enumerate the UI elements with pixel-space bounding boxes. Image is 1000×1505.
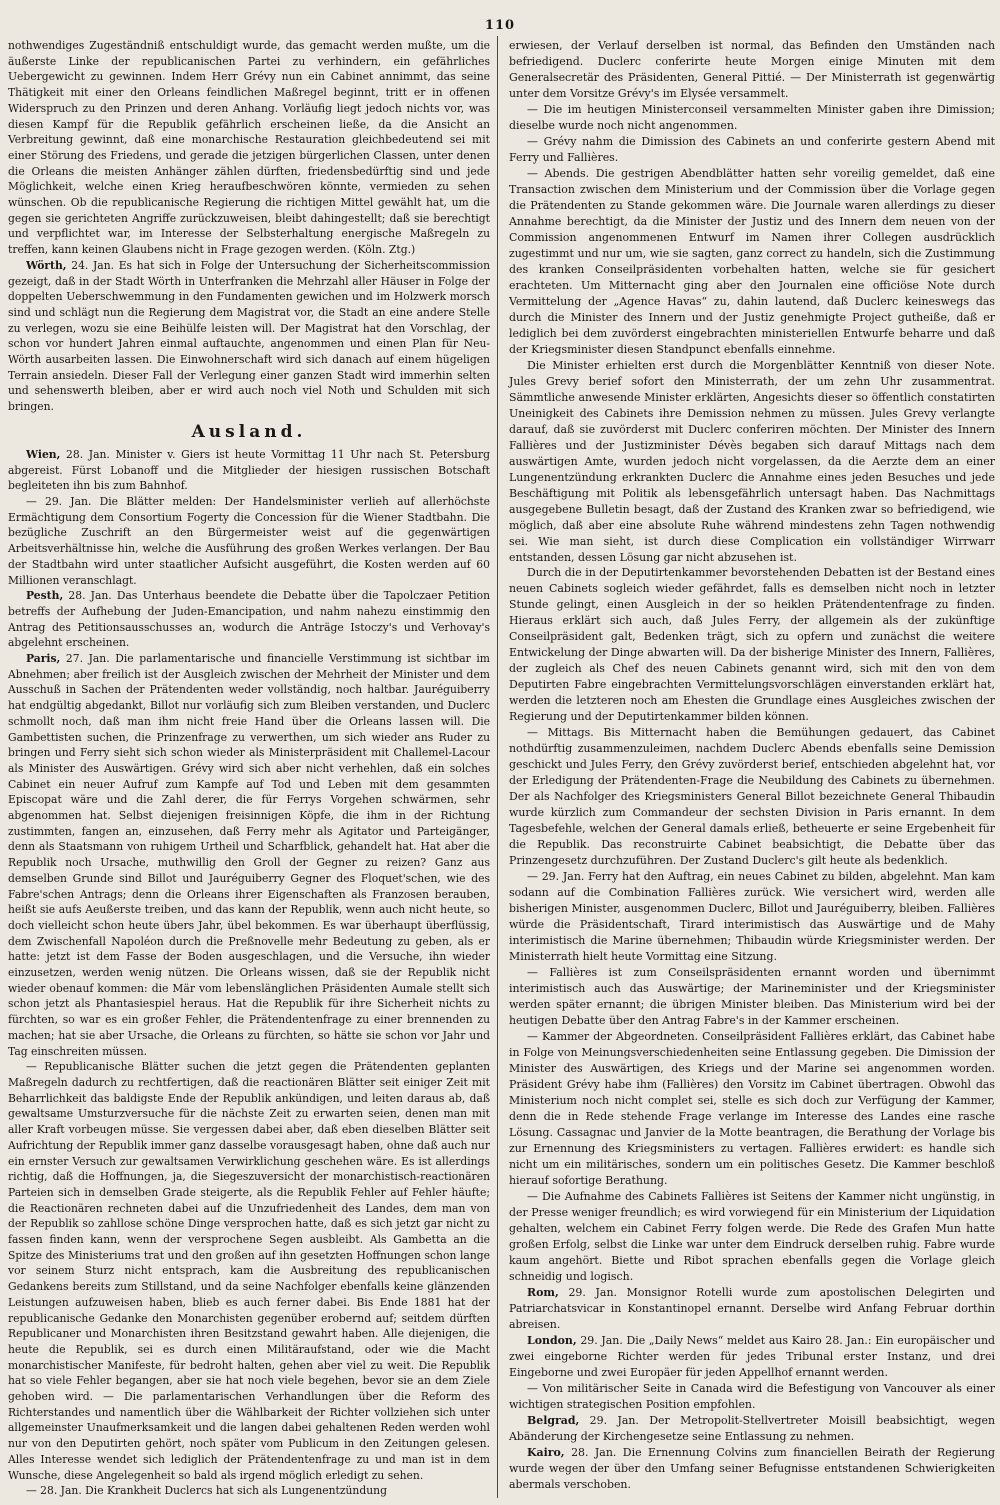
column-divider [497, 36, 498, 1498]
left-column [8, 38, 490, 1499]
article-paragraph [8, 494, 490, 588]
paragraph-text: — Abends. Die gestrigen Abendblätter hatten sehr voreilig gemeldet, daß eine Transaction zwischen dem Ministerium und der Commission über die Vorlage gegen die Prätendenten zu Stande gekommen wäre. Die Journale waren allerdings zu dieser Annahme berechtigt, da die Minister der Justiz und des Innern dem neuen von der Commission angenommenen Entwurf im Namen ihrer Collegen ausdrücklich zugestimmt und nur um, wie sie sagten, ganz correct zu handeln, sich die Zustimmung des kranken Conseilpräsidenten vorbehalten hatten, welche sie für gesichert erachteten. Um Mitternacht ging aber den Journalen eine officiöse Note durch Vermittelung der „Agence Havas“ zu, dahin lautend, daß Duclerc keineswegs das durch die Minister des Innern und der Justiz genehmigte Project gutheiße, daß er lediglich bei dem zuvörderst eingebrachten ministeriellen Entwurfe beharre und daß der Kriegsminister diesen Standpunct ebenfalls einnehme. [509, 166, 995, 356]
article-paragraph [509, 1189, 995, 1285]
article-paragraph [509, 1029, 995, 1189]
paragraph-text: — Kammer der Abgeordneten. Conseilpräsident Fallières erklärt, das Cabinet habe in Folge von Meinungsverschiedenheiten seine Entlassung gegeben. Die Dimission der Minister des Auswärtigen, des Kriegs und der Marine sei angenommen worden. Präsident Grévy habe ihm (Fallières) den Vorsitz im Cabinet übertragen. Obwohl das Ministerium noch nicht complet sei, stelle es sich doch zur Verfügung der Kammer, denn die in Rede stehende Frage verlange im Interesse des Landes eine rasche Lösung. Cassagnac und Janvier de la Motte beantragen, die Berathung der Vorlage bis zur Ernennung des Kriegsministers zu vertagen. Fallières erwidert: es handle sich nicht um ein militärisches, sondern um ein politisches Gesetz. Die Kammer beschloß hierauf sofortige Berathung. [509, 1030, 995, 1187]
article-paragraph [509, 166, 995, 358]
paragraph-text: — Die im heutigen Ministerconseil versammelten Minister gaben ihre Dimission; dieselbe wurde noch nicht angenommen. [509, 102, 995, 132]
paragraph-text: — Die Aufnahme des Cabinets Fallières ist Seitens der Kammer nicht ungünstig, in der Presse weniger freundlich; es wird vorwiegend für ein Ministerium der Liquidation gehalten, welchem ein Cabinet Ferry folgen werde. Die Rede des Grafen Mun hatte großen Erfolg, selbst die Linke war unter dem Eindruck derselben ruhig. Fabre wurde kaum angehört. Biette und Ribot sprachen ebenfalls gegen die Vorlage gleich schneidig und logisch. [509, 1189, 995, 1283]
section-heading: Ausland. [191, 421, 307, 442]
article-paragraph [509, 1333, 995, 1381]
article-paragraph [509, 134, 995, 166]
dateline: Rom, [527, 1285, 559, 1299]
article-paragraph [509, 1285, 995, 1333]
article-paragraph [509, 725, 995, 869]
article-paragraph [8, 588, 490, 651]
paragraph-text: 24. Jan. Es hat sich in Folge der Untersuchung der Sicherheitscommission gezeigt, daß in der Stadt Wörth in Unterfranken die Mehrzahl aller Häuser in Folge der doppelten Ueberschwemmung in den Fundamenten gewichen und im Holzwerk morsch sind und schlägt nun die Regierung dem Magistrat vor, die Stadt an eine andere Stelle zu verlegen, wozu sie eine Beihülfe leisten will. Der Magistrat hat den Vorschlag, der schon vor hundert Jahren einmal auftauchte, angenommen und einen Plan für Neu-Wörth ausarbeiten lassen. Die Einwohnerschaft wird sich danach auf einem hügeligen Terrain ansiedeln. Dieser Fall der Verlegung einer ganzen Stadt wird immerhin selten und sehenswerth bleiben, aber er wird auch noch viel Noth und Schulden mit sich bringen. [8, 258, 490, 414]
article-paragraph [509, 965, 995, 1029]
paragraph-text: erwiesen, der Verlauf derselben ist normal, das Befinden den Umständen nach befriedigend. Duclerc conferirte heute Morgen einige Minuten mit dem Generalsecretär des Präsidenten, General Pittié. — Der Ministerrath ist gegenwärtig unter dem Vorsitze Grévy's im Elysée versammelt. [509, 39, 995, 100]
paragraph-text: 29. Jan. Monsignor Rotelli wurde zum apostolischen Delegirten und Patriarchatsvicar in Konstantinopel ernannt. Derselbe wird Anfang Februar dorthin abreisen. [509, 1285, 995, 1331]
dateline: Wörth, [26, 258, 67, 272]
dateline: Kairo, [527, 1445, 565, 1459]
article-paragraph [509, 358, 995, 566]
article-paragraph [8, 258, 490, 415]
paragraph-text: nothwendiges Zugeständniß entschuldigt wurde, das gemacht werden mußte, um die äußerste Linke der republicanischen Partei zu verhindern, ein gefährliches Uebergewicht zu gewinnen. Indem Herr Grévy nun ein Cabinet annimmt, das seine Thätigkeit mit einer den Orleans feindlichen Maßregel beginnt, tritt er in offenen Widerspruch zu den Prinzen und deren Anhang. Vorläufig liegt jedoch nichts vor, was diesen Kampf für die Republik gefährlich erscheinen ließe, da die Ansicht an Verbreitung gewinnt, daß eine monarchische Restauration gleichbedeutend sei mit einer Störung des Friedens, und gerade die jetzigen bürgerlichen Classen, unter denen die Orleans die meisten Anhänger zählen dürften, friedensbedürftig sind und jede Möglichkeit, welche einen Krieg heraufbeschwören könnte, vermieden zu sehen wünschen. Ob die republicanische Regierung die richtigen Mittel gewählt hat, um die gegen sie gerichteten Angriffe zurückzuweisen, bleibt dahingestellt; daß sie berechtigt und verpflichtet war, im Interesse der Selbsterhaltung energische Maßregeln zu treffen, kann keinen Glaubens nicht in Frage gezogen werden. (Köln. Ztg.) [8, 39, 490, 257]
article-paragraph [8, 1059, 490, 1483]
paragraph-text: — Fallières ist zum Conseilspräsidenten ernannt worden und übernimmt interimistisch auch das Auswärtige; der Marineminister und der Kriegsminister werden später ernannt; die übrigen Minister bleiben. Das Ministerium wird bei der heutigen Debatte über den Antrag Fabre's in der Kammer erscheinen. [509, 966, 995, 1028]
paragraph-text: Die Minister erhielten erst durch die Morgenblätter Kenntniß von dieser Note. Jules Grevy berief sofort den Ministerrath, der um zehn Uhr zusammentrat. Sämmtliche anwesende Minister erklärten, Angesichts dieser so öffentlich constatirten Uneinigkeit des Cabinets ihre Demission nehmen zu müssen. Jules Grevy verlangte darauf, daß sie zuvörderst mit Duclerc conferiren möchten. Der Minister des Innern Fallières und der Justizminister Dévès begaben sich darauf Mittags nach dem auswärtigen Amte, wurden jedoch nicht vorgelassen, da die Aerzte dem an einer Lungenentzündung erkrankten Duclerc die Annahme eines jeden Besuches und jede Beschäftigung mit Politik als lebensgefährlich untersagt haben. Das Nachmittags ausgegebene Bulletin besagt, daß der Zustand des Kranken zwar so befriedigend, wie möglich, daß aber eine absolute Ruhe während mindestens zehn Tagen nothwendig sei. Wie man sieht, ist durch diese Complication ein vollständiger Wirrwarr entstanden, dessen Lösung gar nicht abzusehen ist. [509, 358, 995, 564]
paragraph-text: — Mittags. Bis Mitternacht haben die Bemühungen gedauert, das Cabinet nothdürftig zusammenzuleimen, nachdem Duclerc Abends ebenfalls seine Demission geschickt und Jules Ferry, den Grévy zuvörderst berief, entschieden abgelehnt hat, vor der Erledigung der Prätendenten-Frage die Neubildung des Cabinets zu übernehmen. Der als Nachfolger des Kriegsministers General Billot bezeichnete General Thibaudin wurde kürzlich zum Commandeur der sechsten Division in Paris ernannt. In dem Tagesbefehle, welchen der General damals erließ, betheuerte er seine Ergebenheit für die Republik. Das reconstruirte Cabinet beabsichtigt, die Debatte über das Prinzengesetz durchzuführen. Der Zustand Duclerc's gilt heute als bedenklich. [509, 726, 995, 868]
article-paragraph [8, 447, 490, 494]
dateline: Wien, [26, 447, 61, 461]
paragraph-text: 28. Jan. Minister v. Giers ist heute Vormittag 11 Uhr nach St. Petersburg abgereist. Fürst Lobanoff und die Mitglieder der hiesigen russischen Botschaft begleiteten ihn bis zum Bahnhof. [8, 447, 490, 493]
dateline: Belgrad, [527, 1413, 580, 1427]
paragraph-text: Durch die in der Deputirtenkammer bevorstehenden Debatten ist der Bestand eines neuen Cabinets sogleich wieder gefährdet, falls es demselben nicht noch in letzter Stunde gelingt, einen Ausgleich in der so heiklen Prätendentenfrage zu finden. Hieraus erklärt sich auch, daß Jules Ferry, der allgemein als der zukünftige Conseilpräsident galt, Bedenken trägt, sich zu opfern und zunächst die weitere Entwickelung der Dinge abwarten will. Da der bisherige Minister des Innern, Fallières, der zugleich als Chef des neuen Cabinets genannt wird, sich mit den von dem Deputirten Fabre eingebrachten Vermittelungsvorschlägen einverstanden erklärt hat, werden die letzteren noch am Ehesten die Grundlage eines Ausgleiches zwischen der Regierung und der Deputirtenkammer bilden können. [509, 566, 995, 724]
article-paragraph [509, 1445, 995, 1493]
paragraph-text: 29. Jan. Die „Daily News“ meldet aus Kairo 28. Jan.: Ein europäischer und zwei eingeborne Richter werden für jedes Tribunal erster Instanz, und drei Eingeborne und zwei Europäer für jeden Appellhof ernannt werden. [509, 1333, 995, 1379]
paragraph-text: 28. Jan. Das Unterhaus beendete die Debatte über die Tapolczaer Petition betreffs der Aufhebung der Juden-Emancipation, und nahm nahezu einstimmig den Antrag des Petitionsausschusses an, wodurch die Anträge Istoczy's und Verhovay's abgelehnt erscheinen. [8, 589, 490, 650]
article-paragraph [509, 1413, 995, 1445]
dateline: Pesth, [26, 589, 64, 603]
paragraph-text: 29. Jan. Der Metropolit-Stellvertreter Moisill beabsichtigt, wegen Abänderung der Kirchengesetze seine Entlassung zu nehmen. [509, 1413, 995, 1443]
paragraph-text: — 28. Jan. Die Krankheit Duclercs hat sich als Lungenentzündung [26, 1484, 387, 1498]
paragraph-text: — Von militärischer Seite in Canada wird die Befestigung von Vancouver als einer wichtigen strategischen Position empfohlen. [509, 1381, 995, 1411]
article-paragraph [509, 38, 995, 102]
article-paragraph [509, 1381, 995, 1413]
article-paragraph [509, 869, 995, 965]
dateline: Paris, [26, 652, 61, 666]
right-column [509, 38, 995, 1493]
paragraph-text: 27. Jan. Die parlamentarische und financielle Verstimmung ist sichtbar im Abnehmen; aber freilich ist der Ausgleich zwischen der Mehrheit der Minister und dem Ausschuß in Sachen der Prätendenten weder vollständig, noch haltbar. Jauréguiberry hat endgültig abgedankt, Billot nur vorläufig sich zum Bleiben verstanden, und Duclerc schmollt noch, daß man ihm nicht freie Hand über die Orleans lassen will. Die Gambettisten suchen, die Prinzenfrage zu verwerthen, um sich wieder ans Ruder zu bringen und Ferry sieht sich schon wieder als Ministerpräsident mit Challemel-Lacour als Minister des Auswärtigen. Grévy wird sich aber nicht verhehlen, daß ein solches Cabinet ein neuer Aufruf zum Kampfe auf Tod und Leben mit dem gesammten Episcopat wäre und die Zahl derer, die für Ferrys Vorgehen schwärmen, sehr abgenommen hat. Selbst diejenigen freisinnigen Köpfe, die ihm in der Richtung zustimmten, fangen an, einzusehen, daß Ferry mehr als Agitator und Parteigänger, denn als Staatsmann von ruhigem Urtheil und Scharfblick, gehandelt hat. Hat aber die Republik noch Ursache, muthwillig den Groll der Gegner zu reizen? Ganz aus demselben Grunde sind Billot und Jauréguiberry Gegner des Floquet'schen, wie des Fabre'schen Antrags; denn die Orleans ihrer Eigenschaften als Franzosen berauben, heißt sie aufs Aeußerste treiben, und das kann der Republik, wenn auch nicht heute, so doch vielleicht schon heute übers Jahr, übel bekommen. Es war überhaupt überflüssig, dem Zwischenfall Napoléon durch die Preßnovelle mehr Bedeutung zu geben, als er hatte: jetzt ist dem Fasse der Boden ausgeschlagen, und die Versuche, ihn wieder einzusetzen, werden wenig nützen. Die Orleans wissen, daß sie der Republik nicht wieder obenauf kommen: die Mär vom lebenslänglichen Präsidenten Aumale stellt sich schon jetzt als Phantasiespiel heraus. Hat die Republik für ihre Sicherheit nichts zu fürchten, so war es ein großer Fehler, die Prätendentenfrage zu einer brennenden zu machen; hat sie aber Ursache, die Orleans zu fürchten, so hätte sie schon vor Jahr und Tag einschreiten müssen. [8, 652, 490, 1058]
page-number: 110 [484, 18, 516, 33]
paragraph-text: — Republicanische Blätter suchen die jetzt gegen die Prätendenten geplanten Maßregeln dadurch zu rechtfertigen, daß die reactionären Blätter seit einiger Zeit mit Beharrlichkeit das baldigste Ende der Republik ankündigen, und leiten daraus ab, daß gewaltsame Umsturzversuche für die nächste Zeit zu erwarten seien, denen man mit aller Kraft vorbeugen müsse. Sie vergessen dabei aber, daß eben dieselben Blätter seit Aufrichtung der Republik immer ganz dasselbe vorausgesagt haben, ohne daß auch nur ein ernster Versuch zur gewaltsamen Verwirklichung geschehen wäre. Es ist allerdings richtig, daß die Hoffnungen, ja, die Siegeszuversicht der monarchistisch-reactionären Parteien sich in demselben Grade steigerte, als die Republik Fehler auf Fehler häufte; die Reactionären rechneten dabei auf die Unzufriedenheit des Landes, dem man von der Republik so zahllose schöne Dinge versprochen hatte, daß es sich jetzt gar nicht zu fassen finden kann, wenn der versprochene Segen ausbleibt. Als Gambetta an die Spitze des Ministeriums trat und den großen auf ihn gesetzten Hoffnungen schon lange vor seinem Sturz nicht entsprach, kam die Ausbreitung des republicanischen Gedankens bereits zum Stillstand, und da seine Nachfolger ebenfalls keine glänzenden Leistungen aufzuweisen haben, blieb es auch ferner dabei. Bis Ende 1881 hat der republicanische Gedanke den Monarchisten gegenüber erobernd auf; seitdem dürften Republicaner und Monarchisten ihren Besitzstand gewahrt haben. Alle diejenigen, die heute die Republik, sei es durch einen Militäraufstand, oder wie die Macht monarchistischer Manifeste, für bedroht halten, gehen aber viel zu weit. Die Republik hat so viele Fehler begangen, aber sie hat noch viele begehen, bevor sie an dem Ziele gehoben wird. — Die parlamentarischen Verhandlungen über die Reform des Richterstandes und namentlich über die Wählbarkeit der Richter vollziehen sich unter allgemeinster Unaufmerksamkeit und die langen dabei gehaltenen Reden werden wohl nur von den Deputirten gehört, noch später vom Publicum in den Zeitungen gelesen. Alles Interesse wendet sich lediglich der Prätendentenfrage zu und man ist in dem Wunsche, diese Angelegenheit so bald als irgend möglich erledigt zu sehen. [8, 1060, 490, 1482]
paragraph-text: — Grévy nahm die Dimission des Cabinets an und conferirte gestern Abend mit Ferry und Fallières. [509, 134, 995, 164]
paragraph-text: — 29. Jan. Ferry hat den Auftrag, ein neues Cabinet zu bilden, abgelehnt. Man kam sodann auf die Combination Fallières zurück. Wie versichert wird, werden alle bisherigen Minister, ausgenommen Duclerc, Billot und Jauréguiberry, bleiben. Fallières würde die Präsidentschaft, Tirard interimistisch das Auswärtige und de Mahy interimistisch die Marine übernehmen; Thibaudin würde Kriegsminister werden. Der Ministerrath hielt heute Vormittag eine Sitzung. [509, 870, 995, 964]
dateline: London, [527, 1333, 577, 1347]
article-paragraph [8, 651, 490, 1059]
article-paragraph [8, 1483, 490, 1499]
paragraph-text: — 29. Jan. Die Blätter melden: Der Handelsminister verlieh auf allerhöchste Ermächtigung dem Consortium Fogerty die Concession für die Wiener Stadtbahn. Die bezügliche Zuschrift an den Bürgermeister weist auf die gegenwärtigen Arbeitsverhältnisse hin, welche die Ausführung des großen Werkes verlangen. Der Bau der Stadtbahn wird unter staatlicher Aufsicht ausgeführt, die Kosten werden auf 60 Millionen veranschlagt. [8, 494, 490, 587]
paragraph-text: 28. Jan. Die Ernennung Colvins zum financiellen Beirath der Regierung wurde wegen der über den Umfang seiner Befugnisse entstandenen Schwierigkeiten abermals verschoben. [509, 1445, 995, 1491]
article-paragraph [509, 565, 995, 725]
article-paragraph [509, 102, 995, 134]
article-paragraph [8, 38, 490, 258]
